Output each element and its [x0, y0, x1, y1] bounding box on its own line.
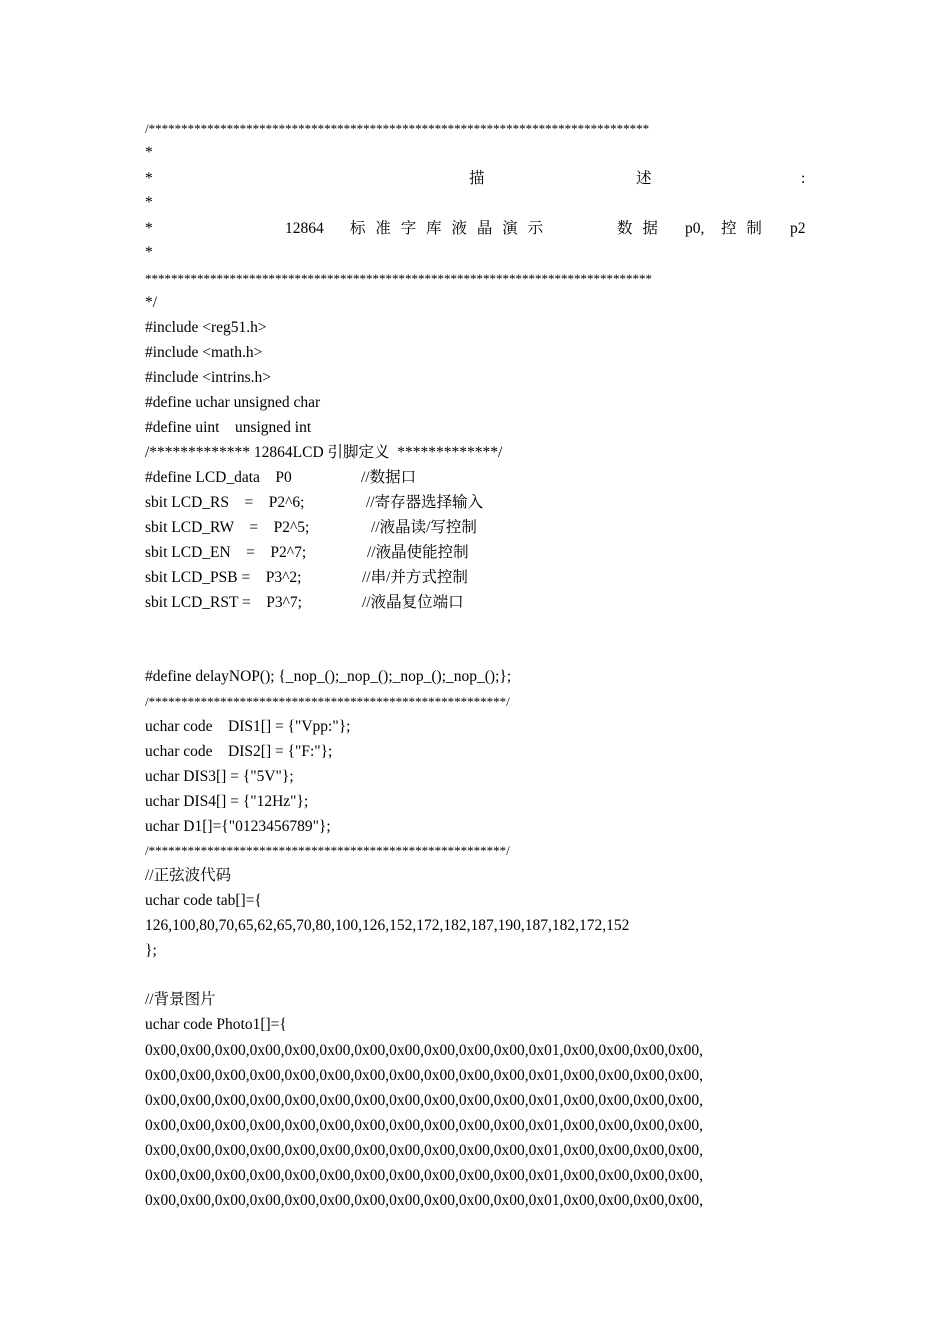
sine-comment: //正弦波代码 [145, 867, 232, 884]
include-line: #include <reg51.h> [145, 319, 267, 336]
pin-section-comment: /************* 12864LCD 引脚定义 *************/ [145, 444, 503, 461]
comment-desc-p2: p2 [790, 220, 806, 237]
table-values: 126,100,80,70,65,62,65,70,80,100,126,152,172,182,187,190,187,182,172,152 [145, 917, 630, 934]
comment-title-colon: : [801, 170, 806, 187]
comment-star: * [145, 220, 153, 237]
delay-define: #define delayNOP(); {_nop_();_nop_();_nop_();_nop_();}; [145, 668, 512, 685]
pin-declaration: sbit LCD_RW = P2^5; [145, 519, 310, 536]
pin-comment: //数据口 [361, 469, 417, 486]
photo-declaration: uchar code Photo1[]={ [145, 1016, 287, 1033]
photo-comment: //背景图片 [145, 991, 216, 1008]
include-line: #include <math.h> [145, 344, 263, 361]
array-declaration: uchar DIS3[] = {"5V"}; [145, 768, 294, 785]
include-line: #include <intrins.h> [145, 369, 271, 386]
comment-close: */ [145, 294, 158, 311]
photo-data-row: 0x00,0x00,0x00,0x00,0x00,0x00,0x00,0x00,0x00,0x00,0x00,0x01,0x00,0x00,0x00,0x00, [145, 1142, 703, 1159]
comment-desc-text: 标 准 字 库 液 晶 演 示 [350, 220, 544, 237]
array-declaration: uchar code DIS1[] = {"Vpp:"}; [145, 718, 351, 735]
define-line: #define uchar unsigned char [145, 394, 321, 411]
separator-comment: /*******************************************************/ [145, 694, 510, 709]
table-declaration: uchar code tab[]={ [145, 892, 262, 909]
pin-comment: //串/并方式控制 [362, 569, 468, 586]
array-declaration: uchar DIS4[] = {"12Hz"}; [145, 793, 309, 810]
pin-comment: //液晶复位端口 [362, 594, 464, 611]
photo-data-row: 0x00,0x00,0x00,0x00,0x00,0x00,0x00,0x00,0x00,0x00,0x00,0x01,0x00,0x00,0x00,0x00, [145, 1117, 703, 1134]
array-declaration: uchar code DIS2[] = {"F:"}; [145, 743, 333, 760]
pin-comment: //寄存器选择输入 [366, 494, 484, 511]
comment-title-line [145, 166, 807, 191]
pin-comment: //液晶读/写控制 [371, 519, 477, 536]
pin-declaration: #define LCD_data P0 [145, 469, 292, 486]
photo-data-row: 0x00,0x00,0x00,0x00,0x00,0x00,0x00,0x00,0x00,0x00,0x00,0x01,0x00,0x00,0x00,0x00, [145, 1167, 703, 1184]
pin-declaration: sbit LCD_PSB = P3^2; [145, 569, 302, 586]
photo-data-row: 0x00,0x00,0x00,0x00,0x00,0x00,0x00,0x00,0x00,0x00,0x00,0x01,0x00,0x00,0x00,0x00, [145, 1042, 703, 1059]
pin-declaration: sbit LCD_RST = P3^7; [145, 594, 302, 611]
pin-declaration: sbit LCD_RS = P2^6; [145, 494, 305, 511]
pin-declaration: sbit LCD_EN = P2^7; [145, 544, 307, 561]
photo-data-row: 0x00,0x00,0x00,0x00,0x00,0x00,0x00,0x00,0x00,0x00,0x00,0x01,0x00,0x00,0x00,0x00, [145, 1092, 703, 1109]
pin-comment: //液晶使能控制 [367, 544, 469, 561]
comment-star: * [145, 170, 153, 187]
comment-desc-data: 数 据 [617, 220, 658, 237]
photo-data-row: 0x00,0x00,0x00,0x00,0x00,0x00,0x00,0x00,0x00,0x00,0x00,0x01,0x00,0x00,0x00,0x00, [145, 1067, 703, 1084]
photo-data-row: 0x00,0x00,0x00,0x00,0x00,0x00,0x00,0x00,0x00,0x00,0x00,0x01,0x00,0x00,0x00,0x00, [145, 1192, 703, 1209]
comment-desc-number: 12864 [285, 220, 324, 237]
comment-description-line [145, 216, 807, 241]
array-declaration: uchar D1[]={"0123456789"}; [145, 818, 331, 835]
comment-border-top: /***************************************************************************** [145, 121, 650, 136]
table-close: }; [145, 942, 157, 959]
define-line: #define uint unsigned int [145, 419, 312, 436]
comment-desc-p0: p0, [685, 220, 705, 237]
separator-comment: /*******************************************************/ [145, 843, 510, 858]
comment-title-char: 描 [469, 170, 485, 187]
comment-star-line: * [145, 244, 153, 261]
comment-title-char: 述 [636, 170, 652, 187]
comment-desc-control: 控 制 [721, 220, 762, 237]
comment-border-bottom: ****************************************************************************** [145, 271, 652, 286]
comment-star-line: * [145, 144, 153, 161]
comment-star-line: * [145, 194, 153, 211]
